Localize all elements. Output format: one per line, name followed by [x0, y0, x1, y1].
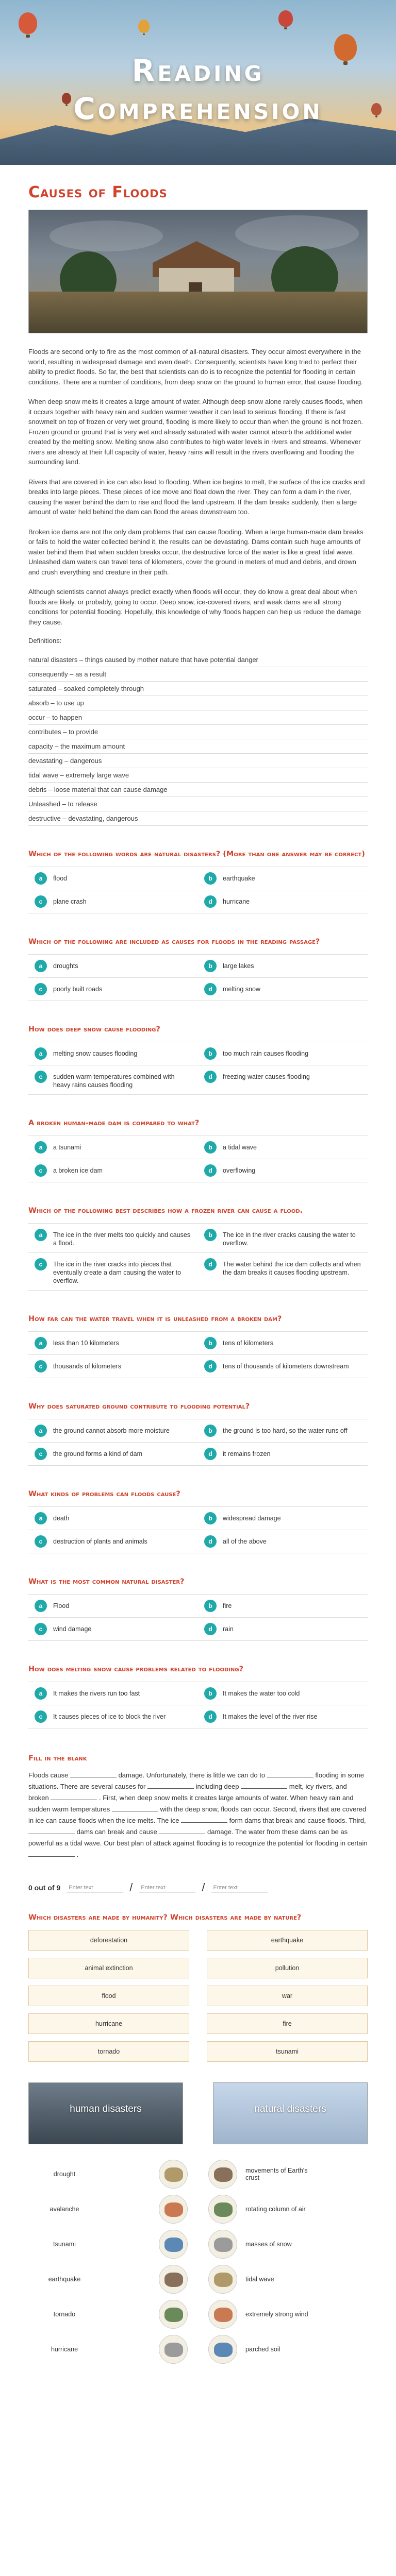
definition-item: saturated – soaked completely through	[28, 682, 368, 696]
page-title: Reading Comprehension	[73, 53, 323, 126]
option-text: melting snow causes flooding	[53, 1050, 138, 1057]
blank-input[interactable]	[241, 1782, 287, 1789]
blank-input[interactable]	[181, 1816, 227, 1823]
match-image-icon	[208, 2265, 237, 2294]
question-block	[28, 1665, 368, 1728]
option-text: melting snow	[223, 986, 260, 993]
match-description: extremely strong wind	[245, 2311, 308, 2318]
answer-options	[28, 1594, 368, 1641]
option-letter: c	[35, 983, 47, 995]
definition-item: natural disasters – things caused by mother nature that have potential danger	[28, 653, 368, 667]
text-entry[interactable]: Enter text	[67, 1884, 123, 1892]
match-row-right[interactable]	[208, 2230, 368, 2259]
question-title: How far can the water travel when it is unleashed from a broken dam?	[28, 1315, 282, 1323]
match-row-left[interactable]	[28, 2265, 188, 2294]
option-text: It causes pieces of ice to block the river	[53, 1713, 166, 1720]
option-text: The ice in the river melts too quickly and causes a flood.	[53, 1231, 191, 1247]
option-letter: a	[35, 1600, 47, 1612]
answer-option[interactable]	[28, 1332, 198, 1355]
answer-option[interactable]	[28, 1530, 198, 1553]
option-letter: b	[204, 1687, 217, 1700]
match-image-icon	[208, 2335, 237, 2364]
option-text: less than 10 kilometers	[53, 1340, 119, 1347]
fill-blank-segment: flooding in some situations. There are several causes for	[28, 1771, 364, 1790]
match-word: tsunami	[53, 2241, 76, 2248]
question-block	[28, 1577, 368, 1641]
fill-blank-text	[28, 1770, 368, 1860]
option-text: earthquake	[223, 875, 255, 882]
main-content	[28, 183, 368, 2364]
draggable-word[interactable]: earthquake	[207, 1930, 368, 1951]
option-text: hurricane	[223, 898, 250, 905]
match-description: movements of Earth's crust	[245, 2167, 308, 2181]
match-row-right[interactable]	[208, 2335, 368, 2364]
question-block	[28, 1118, 368, 1182]
match-row-left[interactable]	[28, 2335, 188, 2364]
draggable-word[interactable]: war	[207, 1986, 368, 2006]
answer-options	[28, 867, 368, 913]
option-text: The ice in the river cracks into pieces that eventually create a dam causing the water to overflow.	[53, 1261, 182, 1284]
option-text: death	[53, 1515, 70, 1522]
fill-blank-segment: . First, when deep snow melts it creates large amounts of water. When heavy rain and sudden warm temperatures	[28, 1794, 354, 1813]
answer-option[interactable]	[198, 955, 368, 978]
blank-input[interactable]	[112, 1804, 158, 1811]
definition-item: capacity – the maximum amount	[28, 739, 368, 754]
matching-section	[28, 1913, 368, 2144]
paragraph: Broken ice dams are not the only dam problems that can cause flooding. When a large human-made dam breaks or fails to hold the water collected behind it, the results can be devastating. Dams contain such huge amounts of water behind them that when sudden breaks occur, the destructive force of the water is like a great tidal wave. Unleashed dam waters can travel tens of kilometers, cover the ground in meters of mud and debris, and drown and crush everything and creature in their path.	[28, 528, 364, 576]
answer-option[interactable]	[198, 1507, 368, 1530]
answer-options	[28, 1506, 368, 1553]
match-image-icon	[159, 2335, 188, 2364]
fill-blank-segment: melt, icy rivers, and broken	[28, 1783, 347, 1802]
answer-options	[28, 954, 368, 1001]
option-text: widespread damage	[223, 1515, 281, 1522]
answer-option[interactable]	[28, 1042, 198, 1065]
option-letter: b	[204, 872, 217, 885]
answer-option[interactable]	[28, 890, 198, 913]
answer-option[interactable]	[198, 1136, 368, 1159]
option-text: plane crash	[53, 898, 87, 905]
answer-options	[28, 1419, 368, 1466]
option-text: a broken ice dam	[53, 1167, 103, 1174]
question-block	[28, 850, 368, 913]
option-letter: a	[35, 1141, 47, 1154]
option-text: a tsunami	[53, 1144, 81, 1151]
option-letter: d	[204, 1360, 217, 1372]
definition-item: tidal wave – extremely large wave	[28, 768, 368, 783]
option-letter: a	[35, 960, 47, 972]
answer-option[interactable]	[198, 978, 368, 1001]
answer-options	[28, 1331, 368, 1378]
option-letter: c	[35, 1071, 47, 1083]
answer-option[interactable]	[198, 1253, 368, 1291]
definition-item: Unleashed – to release	[28, 797, 368, 811]
option-text: the ground cannot absorb more moisture	[53, 1427, 170, 1434]
option-letter: b	[204, 960, 217, 972]
match-row-left[interactable]	[28, 2300, 188, 2329]
option-letter: d	[204, 1258, 217, 1270]
fill-blank-title: Fill in the blank	[28, 1754, 87, 1762]
fill-blank-segment: form dams that break and cause floods. Third,	[229, 1817, 366, 1824]
draggable-word[interactable]: flood	[28, 1986, 189, 2006]
match-word: hurricane	[51, 2346, 78, 2353]
option-text: the ground is too hard, so the water runs off	[223, 1427, 348, 1434]
draggable-word[interactable]: fire	[207, 2013, 368, 2034]
option-letter: b	[204, 1229, 217, 1241]
fill-blank-segment: including deep	[195, 1783, 239, 1790]
fill-in-the-blank	[28, 1754, 368, 1860]
answer-option[interactable]	[28, 1355, 198, 1378]
blank-input[interactable]	[159, 1827, 205, 1834]
reading-passage	[28, 347, 368, 627]
section-title: Causes of Floods	[28, 183, 168, 201]
question-block	[28, 1314, 368, 1378]
answer-option[interactable]	[198, 1419, 368, 1443]
answer-option[interactable]	[198, 890, 368, 913]
match-image-icon	[208, 2230, 237, 2259]
definition-item: debris – loose material that can cause damage	[28, 783, 368, 797]
match-word: tornado	[53, 2311, 76, 2318]
answer-option[interactable]	[198, 1530, 368, 1553]
answer-option[interactable]	[28, 1682, 198, 1705]
option-letter: d	[204, 983, 217, 995]
draggable-word[interactable]: hurricane	[28, 2013, 189, 2034]
option-letter: a	[35, 1687, 47, 1700]
answer-option[interactable]	[28, 1136, 198, 1159]
answer-options	[28, 1223, 368, 1291]
option-text: sudden warm temperatures combined with heavy rains causes flooding	[53, 1073, 175, 1089]
option-text: The water behind the ice dam collects and when the dam breaks it causes flooding upstream.	[223, 1261, 361, 1276]
option-letter: a	[35, 1229, 47, 1241]
answer-option[interactable]	[28, 1065, 198, 1095]
option-text: the ground forms a kind of dam	[53, 1450, 143, 1458]
answer-option[interactable]	[28, 955, 198, 978]
option-text: rain	[223, 1625, 234, 1633]
option-letter: d	[204, 1448, 217, 1460]
question-title: Which of the following are included as causes for floods in the reading passage?	[28, 938, 320, 946]
match-row-left[interactable]	[28, 2230, 188, 2259]
matching-title: Which disasters are made by humanity? Which disasters are made by nature?	[28, 1913, 302, 1922]
definition-item: occur – to happen	[28, 710, 368, 725]
option-text: too much rain causes flooding	[223, 1050, 309, 1057]
answer-options	[28, 1136, 368, 1182]
option-letter: b	[204, 1047, 217, 1060]
option-letter: c	[35, 895, 47, 908]
option-letter: a	[35, 1337, 47, 1349]
match-word: drought	[53, 2171, 76, 2178]
fill-blank-segment: damage. The water from these dams can be as powerful as a tidal wave. Our best plan of attack against flooding is to recognize the potential for flooding in certain	[28, 1828, 368, 1847]
option-letter: c	[35, 1258, 47, 1270]
answer-option[interactable]	[198, 1595, 368, 1618]
match-image-icon	[208, 2160, 237, 2189]
answer-option[interactable]	[28, 1507, 198, 1530]
draggable-word[interactable]: pollution	[207, 1958, 368, 1978]
option-letter: b	[204, 1425, 217, 1437]
option-letter: c	[35, 1164, 47, 1177]
definition-item: consequently – as a result	[28, 667, 368, 682]
answer-option[interactable]	[198, 1224, 368, 1253]
option-text: tens of kilometers	[223, 1340, 273, 1347]
answer-option[interactable]	[198, 1618, 368, 1641]
option-letter: b	[204, 1141, 217, 1154]
option-text: It makes the rivers run too fast	[53, 1690, 140, 1697]
definition-item: destructive – devastating, dangerous	[28, 811, 368, 826]
definition-item: contributes – to provide	[28, 725, 368, 739]
option-text: Flood	[53, 1602, 70, 1609]
blank-input[interactable]	[28, 1827, 75, 1834]
option-text: droughts	[53, 962, 78, 970]
match-image-icon	[159, 2230, 188, 2259]
answer-option[interactable]	[28, 1159, 198, 1182]
option-text: a tidal wave	[223, 1144, 257, 1151]
option-letter: d	[204, 1071, 217, 1083]
option-letter: b	[204, 1512, 217, 1524]
matching-pairs	[28, 2160, 368, 2364]
answer-option[interactable]	[28, 867, 198, 890]
option-text: The ice in the river cracks causing the water to overflow.	[223, 1231, 356, 1247]
fill-blank-segment: with the deep snow, floods can occur. Second, rivers that are covered in ice can cause floods when the ice melts. The ice	[28, 1805, 367, 1824]
option-letter: b	[204, 1600, 217, 1612]
matching-grid	[28, 1930, 368, 2062]
fill-blank-segment: Floods cause	[28, 1771, 69, 1779]
answer-option[interactable]	[28, 978, 198, 1001]
match-image-icon	[159, 2300, 188, 2329]
definition-item: absorb – to use up	[28, 696, 368, 710]
blank-input[interactable]	[267, 1770, 314, 1777]
option-letter: b	[204, 1337, 217, 1349]
answer-option[interactable]	[198, 1159, 368, 1182]
header-banner	[0, 0, 396, 165]
option-text: It makes the level of the river rise	[223, 1713, 318, 1720]
answer-option[interactable]	[198, 1355, 368, 1378]
match-image-icon	[159, 2265, 188, 2294]
option-text: large lakes	[223, 962, 254, 970]
option-letter: a	[35, 1047, 47, 1060]
question-title: A broken human-made dam is compared to what?	[28, 1119, 200, 1127]
score-label: 0 out of 9	[28, 1884, 61, 1892]
option-letter: d	[204, 1164, 217, 1177]
option-letter: d	[204, 1710, 217, 1723]
option-text: thousands of kilometers	[53, 1363, 122, 1370]
option-letter: c	[35, 1448, 47, 1460]
draggable-word[interactable]: deforestation	[28, 1930, 189, 1951]
answer-option[interactable]	[28, 1443, 198, 1466]
answer-option[interactable]	[28, 1419, 198, 1443]
option-letter: d	[204, 1623, 217, 1635]
slash-icon: /	[202, 1881, 205, 1894]
match-word: earthquake	[48, 2276, 81, 2283]
question-title: What is the most common natural disaster?	[28, 1578, 185, 1586]
blank-input[interactable]	[51, 1793, 97, 1800]
option-text: freezing water causes flooding	[223, 1073, 310, 1080]
fill-blank-segment: dams can break and cause	[76, 1828, 157, 1836]
option-letter: d	[204, 1535, 217, 1548]
question-title: How does melting snow cause problems related to flooding?	[28, 1665, 244, 1673]
match-row-right[interactable]	[208, 2265, 368, 2294]
option-text: it remains frozen	[223, 1450, 271, 1458]
balloon-icon	[138, 20, 150, 33]
match-word: avalanche	[50, 2206, 79, 2213]
answer-option[interactable]	[198, 1443, 368, 1466]
match-description: parched soil	[245, 2346, 280, 2353]
option-text: poorly built roads	[53, 986, 103, 993]
option-text: It makes the water too cold	[223, 1690, 300, 1697]
option-text: flood	[53, 875, 68, 882]
question-block	[28, 1206, 368, 1291]
option-text: destruction of plants and animals	[53, 1538, 147, 1545]
balloon-icon	[19, 12, 37, 34]
option-letter: c	[35, 1360, 47, 1372]
question-block	[28, 1025, 368, 1095]
question-block	[28, 1402, 368, 1466]
balloon-icon	[278, 10, 293, 27]
option-letter: a	[35, 1425, 47, 1437]
flood-image	[28, 210, 368, 333]
definition-item: devastating – dangerous	[28, 754, 368, 768]
match-image-icon	[159, 2160, 188, 2189]
match-image-icon	[208, 2195, 237, 2224]
match-row-left[interactable]	[28, 2195, 188, 2224]
option-text: fire	[223, 1602, 232, 1609]
paragraph: Rivers that are covered in ice can also lead to flooding. When ice begins to melt, the surface of the ice cracks and breaks into large pieces. These pieces of ice move and float down the river. They can form a dam in the river, causing the water behind the dam to rise and flood the land upstream. If the dam breaks suddenly, then a large amount of water held behind the dam can flood the areas downstream too.	[28, 478, 365, 516]
score-row	[28, 1881, 368, 1894]
answer-option[interactable]	[28, 1595, 198, 1618]
draggable-word[interactable]: tsunami	[207, 2041, 368, 2062]
blank-input[interactable]	[70, 1770, 117, 1777]
answer-options	[28, 1682, 368, 1728]
match-row-right[interactable]	[208, 2195, 368, 2224]
fill-blank-segment: .	[76, 1851, 79, 1858]
drop-zone-natural[interactable]	[213, 2082, 368, 2144]
question-title: What kinds of problems can floods cause?	[28, 1490, 180, 1498]
answer-option[interactable]	[28, 1224, 198, 1253]
paragraph: When deep snow melts it creates a large amount of water. Although deep snow alone rarely causes floods, when it occurs together with heavy rain and sudden warmer weather it can lead to serious flooding. If there is fast snowmelt on top of frozen or very wet ground, flooding is more likely to occur than when the ground is not frozen. Frozen ground or ground that is very wet and already saturated with water cannot absorb the additional water created by the melting snow. Melting snow also contributes to high water levels in rivers and streams. Whenever rivers are already at their full capacity of water, heavy rains will result in the rivers overflowing and flooding the surrounding land.	[28, 398, 363, 466]
question-title: How does deep snow cause flooding?	[28, 1025, 160, 1033]
questions	[28, 850, 368, 1728]
match-description: rotating column of air	[245, 2206, 306, 2213]
option-letter: a	[35, 1512, 47, 1524]
answer-option[interactable]	[198, 1042, 368, 1065]
option-letter: c	[35, 1535, 47, 1548]
answer-option[interactable]	[28, 1705, 198, 1728]
option-letter: c	[35, 1710, 47, 1723]
slash-icon: /	[129, 1881, 133, 1894]
question-title: Which of the following best describes how a frozen river can cause a flood.	[28, 1207, 303, 1215]
question-block	[28, 1489, 368, 1553]
match-row-left[interactable]	[28, 2160, 188, 2189]
paragraph: Although scientists cannot always predict exactly when floods will occur, they do know a great deal about when floods are likely, or probably, going to occur. Deep snow, ice-covered rivers, and weak dams are all strong conditions for potential flooding. Hopefully, this knowledge of why floods happen can help us reduce the damage they cause.	[28, 588, 361, 626]
answer-option[interactable]	[198, 1705, 368, 1728]
answer-option[interactable]	[28, 1618, 198, 1641]
definitions-heading: Definitions:	[28, 637, 62, 645]
answer-option[interactable]	[198, 1065, 368, 1095]
drop-zone-label: natural disasters	[254, 2104, 326, 2114]
draggable-word[interactable]: tornado	[28, 2041, 189, 2062]
drop-zones	[28, 2082, 368, 2144]
drop-zone-label: human disasters	[70, 2104, 142, 2114]
text-entry[interactable]: Enter text	[139, 1884, 195, 1892]
drop-zone-human[interactable]	[28, 2082, 183, 2144]
option-text: tens of thousands of kilometers downstream	[223, 1363, 349, 1370]
option-letter: a	[35, 872, 47, 885]
option-text: overflowing	[223, 1167, 256, 1174]
blank-input[interactable]	[147, 1782, 194, 1789]
option-letter: d	[204, 895, 217, 908]
answer-option[interactable]	[28, 1253, 198, 1291]
answer-option[interactable]	[198, 1682, 368, 1705]
question-title: Which of the following words are natural disasters? (More than one answer may be correct)	[28, 850, 365, 858]
paragraph: Floods are second only to fire as the most common of all-natural disasters. They occur almost everywhere in the world, resulting in widespread damage and even death. Consequently, scientists have long tried to perfect their ability to predict floods. So far, the best that scientists can do is to recognize the potential for flooding in certain conditions. There are a number of conditions, from deep snow on the ground to human error, that cause flooding.	[28, 348, 363, 386]
definitions	[28, 637, 368, 826]
match-description: tidal wave	[245, 2276, 274, 2283]
answer-options	[28, 1042, 368, 1095]
option-letter: c	[35, 1623, 47, 1635]
answer-option[interactable]	[198, 867, 368, 890]
option-text: wind damage	[53, 1625, 92, 1633]
answer-option[interactable]	[198, 1332, 368, 1355]
draggable-word[interactable]: animal extinction	[28, 1958, 189, 1978]
match-description: masses of snow	[245, 2241, 292, 2248]
blank-input[interactable]	[28, 1850, 75, 1857]
match-image-icon	[208, 2300, 237, 2329]
question-block	[28, 937, 368, 1001]
match-image-icon	[159, 2195, 188, 2224]
match-row-right[interactable]	[208, 2160, 368, 2189]
fill-blank-segment: damage. Unfortunately, there is little we can do to	[118, 1771, 266, 1779]
question-title: Why does saturated ground contribute to flooding potential?	[28, 1402, 250, 1411]
match-row-right[interactable]	[208, 2300, 368, 2329]
option-text: all of the above	[223, 1538, 267, 1545]
text-entry[interactable]: Enter text	[211, 1884, 268, 1892]
